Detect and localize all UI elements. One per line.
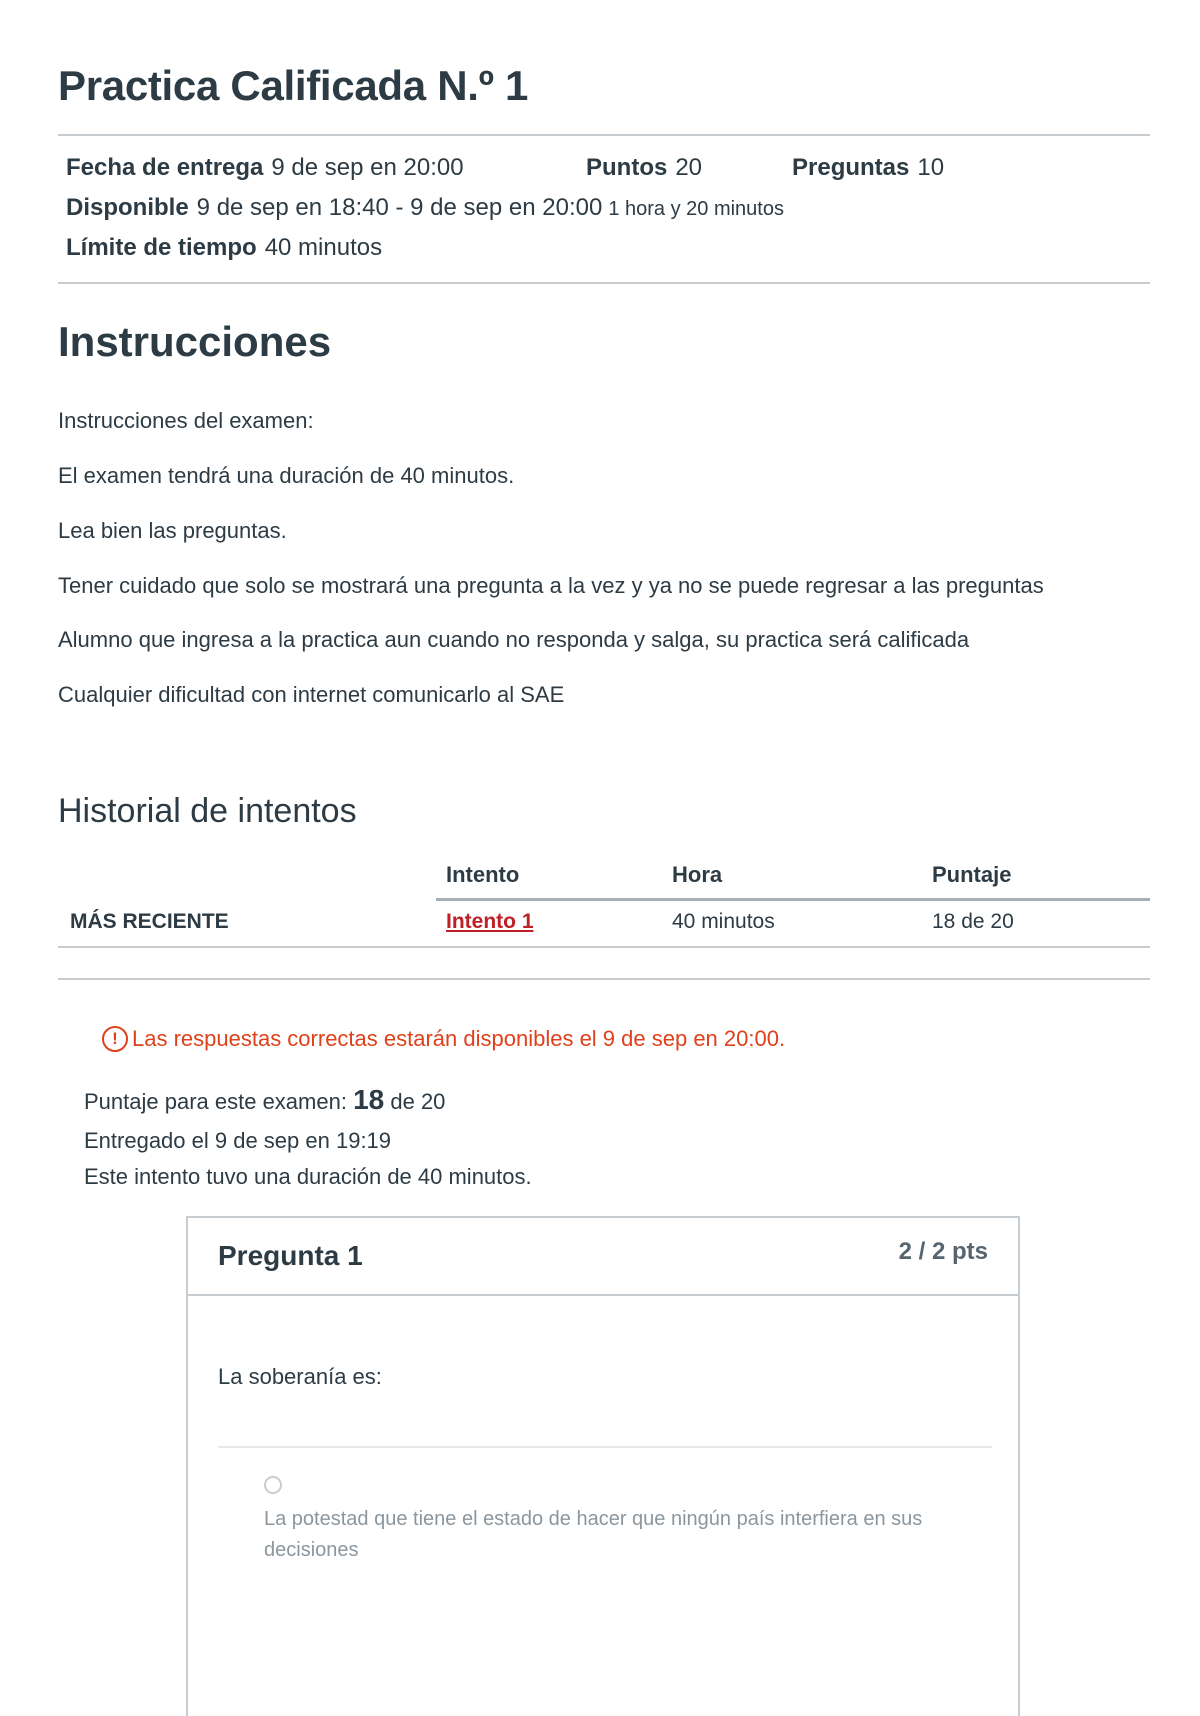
score-cell: 18 de 20 [932, 910, 1014, 933]
time-limit-meta [66, 234, 382, 262]
points-value: 20 [675, 154, 703, 181]
table-header-rule [436, 898, 1150, 901]
attempt-cell [446, 910, 534, 934]
time-limit-value: 40 minutos [264, 234, 383, 261]
points-label: Puntos [586, 154, 668, 181]
available-duration: 1 hora y 20 minutos [608, 198, 784, 220]
submitted-text: Entregado el 9 de sep en 19:19 [84, 1128, 392, 1153]
score-value: 18 [353, 1084, 385, 1115]
question-points: 2 / 2 pts [898, 1238, 988, 1265]
answer-radio[interactable] [264, 1476, 282, 1494]
time-limit-label: Límite de tiempo [66, 234, 257, 261]
attempt-link[interactable]: Intento 1 [446, 910, 534, 933]
duration-text: Este intento tuvo una duración de 40 minutos. [84, 1164, 532, 1189]
instruction-line: Cualquier dificultad con internet comunicarlo al SAE [58, 682, 565, 707]
question-header [188, 1218, 1018, 1296]
page-title: Practica Calificada N.º 1 [58, 62, 529, 109]
table-row-rule [58, 946, 1150, 948]
question-text: La soberanía es: [218, 1364, 382, 1389]
notice-text: Las respuestas correctas estarán disponibles el 9 de sep en 20:00. [132, 1026, 786, 1051]
quiz-score [84, 1084, 445, 1116]
warning-icon: ! [102, 1026, 128, 1052]
time-cell: 40 minutos [672, 910, 775, 933]
instructions-heading: Instrucciones [58, 318, 332, 365]
available-label: Disponible [66, 194, 189, 221]
quiz-meta-row-1 [66, 154, 464, 182]
instruction-line: Lea bien las preguntas. [58, 518, 287, 543]
questions-value: 10 [917, 154, 945, 181]
due-label: Fecha de entrega [66, 154, 264, 181]
instruction-line: El examen tendrá una duración de 40 minutos. [58, 463, 515, 488]
divider [58, 978, 1150, 980]
column-header-score: Puntaje [932, 862, 1012, 887]
column-header-attempt: Intento [446, 862, 520, 887]
row-label-most-recent: MÁS RECIENTE [70, 910, 229, 933]
column-header-time: Hora [672, 862, 723, 887]
instruction-line: Instrucciones del examen: [58, 408, 314, 433]
question-title: Pregunta 1 [218, 1240, 363, 1271]
availability-meta [66, 194, 784, 222]
instruction-line: Tener cuidado que solo se mostrará una pregunta a la vez y ya no se puede regresar a las preguntas [58, 573, 1044, 598]
attempt-history-heading: Historial de intentos [58, 792, 357, 830]
due-value: 9 de sep en 20:00 [271, 154, 464, 181]
points-meta [586, 154, 702, 182]
question-separator [218, 1446, 992, 1448]
questions-meta [792, 154, 944, 182]
divider [58, 134, 1150, 136]
question-card [186, 1216, 1020, 1716]
answers-availability-notice [102, 1026, 785, 1052]
score-suffix: de 20 [390, 1089, 446, 1114]
score-prefix: Puntaje para este examen: [84, 1089, 347, 1114]
instruction-line: Alumno que ingresa a la practica aun cuando no responda y salga, su practica será calificada [58, 627, 970, 652]
questions-label: Preguntas [792, 154, 910, 181]
answer-option: La potestad que tiene el estado de hacer que ningún país interfiera en sus decisiones [264, 1508, 923, 1561]
divider [58, 282, 1150, 284]
available-value: 9 de sep en 18:40 - 9 de sep en 20:00 [196, 194, 603, 221]
